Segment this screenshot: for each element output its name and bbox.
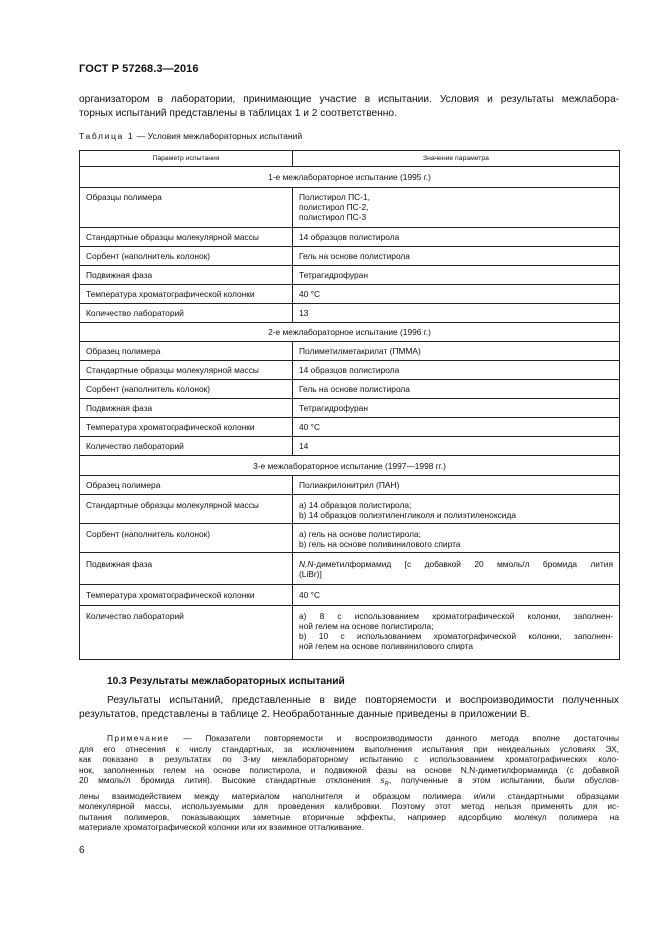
section-row — [80, 456, 620, 476]
note-line: для его отнесения к числу стандартных, за исключением выполнения испытания при неидеальных условиях ЭХ, — [79, 743, 619, 754]
italic-prefix: N,N — [299, 559, 314, 569]
value-line: b) 14 образцов полиэтиленгликоля и полиэтиленоксида — [299, 510, 517, 520]
header-value: Значение параметра — [293, 151, 620, 167]
param-cell: Количество лабораторий — [80, 606, 293, 660]
value-cell: 14 образцов полистирола — [293, 228, 620, 247]
table-row — [80, 247, 620, 266]
note-label: Примечание — [107, 733, 170, 743]
value-line: ной гелем на основе полистирола; — [299, 621, 434, 631]
section-heading: 10.3 Результаты межлабораторных испытаний — [107, 676, 345, 687]
table-row — [80, 553, 620, 585]
value-line: полистирол ПС-2, — [299, 202, 369, 212]
note-line: лены взаимодействием между материалом наполнителя и образцом полимера и/или стандартными образцами — [79, 790, 619, 801]
value-cell: Полиметилметакрилат (ПММА) — [293, 342, 620, 361]
param-cell: Стандартные образцы молекулярной массы — [80, 495, 293, 524]
value-line — [299, 559, 613, 569]
value-cell: 14 образцов полистирола — [293, 361, 620, 380]
intro-line: организатором в лаборатории, принимающие участие в испытании. Условия и результаты межлабора- — [79, 94, 619, 105]
value-cell — [293, 524, 620, 553]
value-cell: Гель на основе полистирола — [293, 247, 620, 266]
param-cell: Стандартные образцы молекулярной массы — [80, 228, 293, 247]
table-row — [80, 399, 620, 418]
intro-line: торных испытаний представлены в таблицах 1 и 2 соответственно. — [79, 108, 397, 119]
symbol-s: s — [380, 775, 385, 786]
note-line — [79, 775, 619, 790]
table-caption-title: — Условия межлабораторных испытаний — [134, 131, 303, 141]
param-cell: Количество лабораторий — [80, 304, 293, 323]
value-line: ной гелем на основе поливинилового спирта — [299, 641, 474, 651]
table-row — [80, 342, 620, 361]
results-line: Результаты испытаний, представленные в виде повторяемости и воспроизводимости полученных — [107, 695, 619, 706]
table-row — [80, 606, 620, 660]
value-cell: 14 — [293, 437, 620, 456]
table-row — [80, 524, 620, 553]
value-line: а) гель на основе полистирола; — [299, 529, 421, 539]
value-cell: 13 — [293, 304, 620, 323]
param-cell: Стандартные образцы молекулярной массы — [80, 361, 293, 380]
document-code: ГОСТ Р 57268.3—2016 — [79, 63, 199, 75]
param-cell: Температура хроматографической колонки — [80, 585, 293, 606]
param-cell: Количество лабораторий — [80, 437, 293, 456]
page-number: 6 — [79, 845, 85, 856]
note-text: , полученные в этом испытании, были обуслов- — [388, 775, 620, 786]
table-header-row — [80, 151, 620, 167]
value-line: а) 14 образцов полистирола; — [299, 500, 412, 510]
table-row — [80, 495, 620, 524]
table-row — [80, 476, 620, 495]
table-row — [80, 380, 620, 399]
note-text: — Показатели повторяемости и воспроизводимости данного метода вполне достаточны — [169, 733, 619, 743]
param-cell: Температура хроматографической колонки — [80, 418, 293, 437]
param-cell: Температура хроматографической колонки — [80, 285, 293, 304]
param-cell: Сорбент (наполнитель колонок) — [80, 380, 293, 399]
section-title: 1-е межлабораторное испытание (1995 г.) — [80, 167, 620, 188]
note-line: молекулярной массы, используемыми для проведения калибровки. Поэтому этот метод нельзя применять для ис- — [79, 801, 619, 812]
table-row — [80, 361, 620, 380]
table-row — [80, 188, 620, 228]
results-line: результатов, представлены в таблице 2. Необработанные данные приведены в приложении В. — [79, 709, 530, 720]
table-row — [80, 418, 620, 437]
param-cell: Образец полимера — [80, 342, 293, 361]
note-line: пытания полимеров, показывающих заметные вторичные эффекты, например адсорбцию молекул полимера на — [79, 811, 619, 822]
param-cell: Подвижная фаза — [80, 399, 293, 418]
results-paragraph — [79, 694, 619, 722]
section-row — [80, 323, 620, 342]
value-line: b) гель на основе поливинилового спирта — [299, 539, 461, 549]
symbol-sub-r: R — [384, 782, 389, 789]
section-title: 2-е межлабораторное испытание (1996 г.) — [80, 323, 620, 342]
conditions-table — [79, 150, 620, 660]
value-text: -диметилформамид [с добавкой 20 ммоль/л бромида лития — [313, 559, 613, 569]
table-row — [80, 285, 620, 304]
value-cell: Тетрагидрофуран — [293, 266, 620, 285]
table-caption — [79, 131, 302, 141]
note-paragraph — [79, 733, 619, 833]
value-cell: Тетрагидрофуран — [293, 399, 620, 418]
table-row — [80, 437, 620, 456]
value-line: а) 8 с использованием хроматографической колонки, заполнен- — [299, 611, 613, 621]
table-caption-label: Таблица 1 — [79, 131, 135, 141]
value-cell: Гель на основе полистирола — [293, 380, 620, 399]
value-cell: Полиакрилонитрил (ПАН) — [293, 476, 620, 495]
value-cell: 40 °С — [293, 418, 620, 437]
param-cell: Подвижная фаза — [80, 266, 293, 285]
value-line: полистирол ПС-3 — [299, 212, 367, 222]
note-line: материале хроматографической колонки или их взаимное отталкивание. — [79, 822, 364, 833]
value-line: b) 10 с использованием хроматографической колонки, заполнен- — [299, 631, 613, 641]
header-parameter: Параметр испытания — [80, 151, 293, 167]
table-row — [80, 266, 620, 285]
value-cell: 40 °С — [293, 285, 620, 304]
value-line: Полистирол ПС-1, — [299, 192, 370, 202]
note-line — [79, 733, 619, 744]
intro-paragraph — [79, 93, 619, 121]
section-row — [80, 167, 620, 188]
param-cell: Сорбент (наполнитель колонок) — [80, 247, 293, 266]
note-line: как показано в результатах по 3-му межлабораторному испытанию с использованием хроматографических коло- — [79, 754, 619, 765]
value-cell — [293, 495, 620, 524]
value-cell — [293, 553, 620, 585]
note-line: нок, заполненных гелем на основе полистирола, и подвижной фазы на основе N,N-диметилформамида (с добавкой — [79, 764, 619, 775]
param-cell: Образец полимера — [80, 476, 293, 495]
table-row — [80, 228, 620, 247]
value-cell — [293, 606, 620, 660]
section-title: 3-е межлабораторное испытание (1997—1998 гг.) — [80, 456, 620, 476]
param-cell: Подвижная фаза — [80, 553, 293, 585]
value-cell — [293, 188, 620, 228]
table-row — [80, 304, 620, 323]
note-text: 20 ммоль/л бромида лития). Высокие стандартные отклонения — [79, 775, 381, 786]
param-cell: Сорбент (наполнитель колонок) — [80, 524, 293, 553]
value-line: (LiBr)] — [299, 569, 322, 579]
table-row — [80, 585, 620, 606]
param-cell: Образцы полимера — [80, 188, 293, 228]
value-cell: 40 °С — [293, 585, 620, 606]
